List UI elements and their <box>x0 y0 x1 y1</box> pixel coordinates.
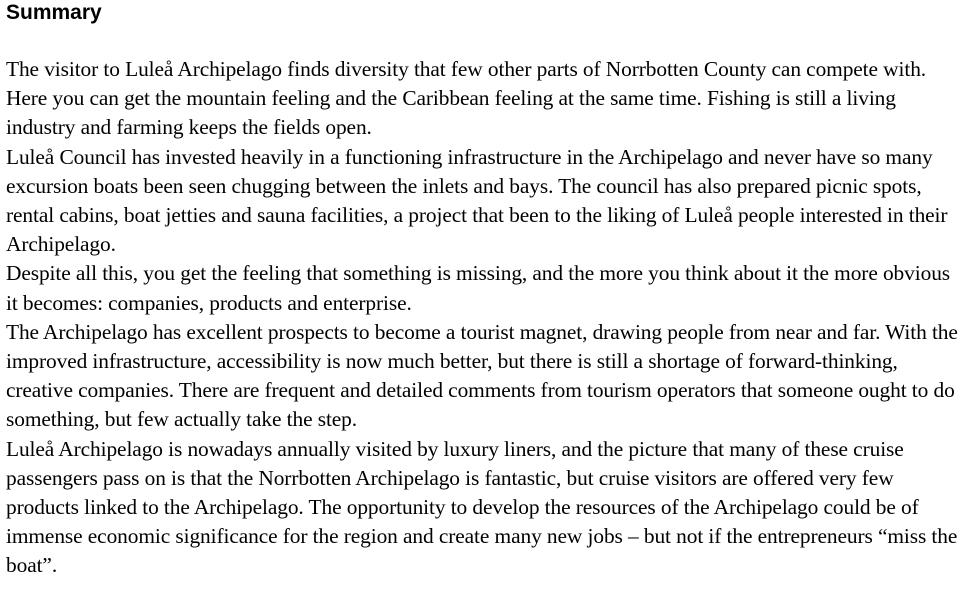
paragraph-cruise: Luleå Archipelago is nowadays annually visited by luxury liners, and the picture that many of these cruise passengers pass on is that the Norrbotten Archipelago is fantastic, but cruise visitors are offered very few products linked to the Archipelago. The opportunity to develop the resources of the Archipelago could be of immense economic significance for the region and create many new jobs – but not if the entrepreneurs “miss the boat”. <box>6 436 958 578</box>
paragraph-prospects: The Archipelago has excellent prospects to become a tourist magnet, drawing people from near and far. With the improved infrastructure, accessibility is now much better, but there is still a shortage of forward-thinking, creative companies. There are frequent and detailed comments from tourism operators that someone ought to do something, but few actually take the step. <box>6 319 958 432</box>
paragraph-council: Luleå Council has invested heavily in a functioning infrastructure in the Archipelago and never have so many excursion boats been seen chugging between the inlets and bays. The council has also prepared picnic spots, rental cabins, boat jetties and sauna facilities, a project that been to the liking of Luleå people interested in their Archipelago. <box>6 144 948 257</box>
paragraph-missing: Despite all this, you get the feeling that something is missing, and the more you think about it the more obvious it becomes: companies, products and enterprise. <box>6 261 951 315</box>
document-page <box>6 0 958 581</box>
summary-body <box>6 55 958 581</box>
section-heading: Summary <box>6 1 102 24</box>
paragraph-intro: The visitor to Luleå Archipelago finds diversity that few other parts of Norrbotten County can compete with. Here you can get the mountain feeling and the Caribbean feeling at the same time. Fishing is still a living industry and farming keeps the fields open. <box>6 57 927 140</box>
